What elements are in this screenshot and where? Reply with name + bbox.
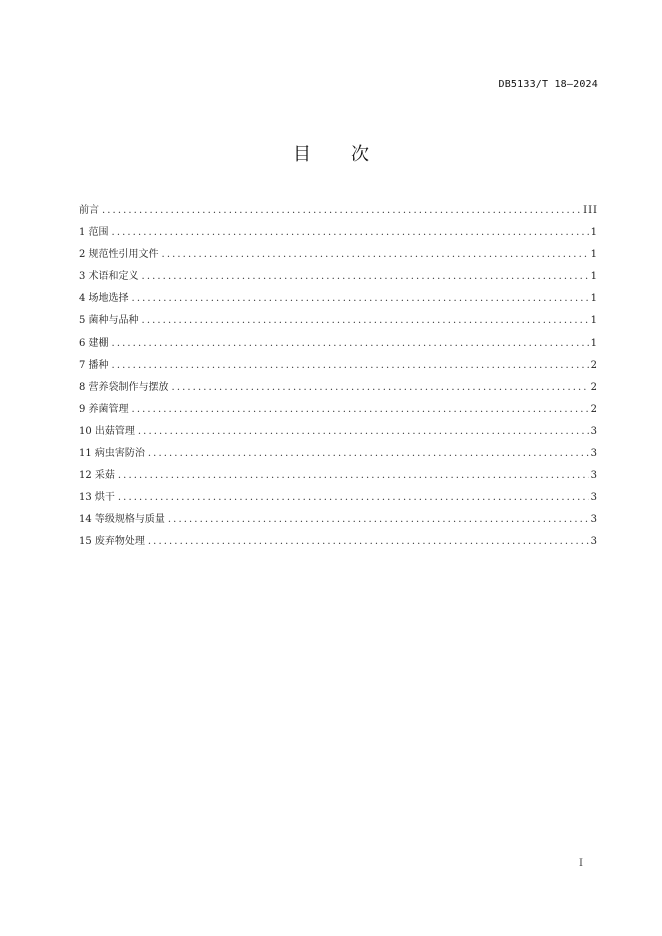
- toc-entry-page: 2: [590, 359, 598, 371]
- toc-entry-9[interactable]: [79, 399, 598, 421]
- toc-dot-leader: [118, 465, 589, 487]
- table-of-contents: [79, 200, 598, 554]
- toc-entry-6[interactable]: [79, 333, 598, 355]
- title-char-2: 次: [351, 144, 369, 165]
- toc-entry-11[interactable]: [79, 443, 598, 465]
- toc-entry-page: 2: [590, 403, 598, 415]
- toc-dot-leader: [118, 487, 589, 509]
- toc-entry-page: 3: [590, 448, 598, 460]
- toc-entry-2[interactable]: [79, 244, 598, 266]
- toc-entry-14[interactable]: [79, 509, 598, 531]
- toc-entry-label: 13 烘干: [79, 492, 115, 504]
- toc-entry-13[interactable]: [79, 487, 598, 509]
- toc-entry-12[interactable]: [79, 465, 598, 487]
- toc-entry-5[interactable]: [79, 310, 598, 332]
- toc-dot-leader: [112, 355, 589, 377]
- toc-dot-leader: [112, 333, 589, 355]
- toc-entry-page: 3: [590, 514, 598, 526]
- toc-dot-leader: [162, 244, 589, 266]
- toc-entry-page: 1: [590, 293, 598, 305]
- toc-entry-label: 3 术语和定义: [79, 271, 139, 283]
- toc-dot-leader: [148, 531, 589, 553]
- toc-dot-leader: [142, 310, 589, 332]
- toc-entry-10[interactable]: [79, 421, 598, 443]
- toc-entry-label: 15 废弃物处理: [79, 536, 145, 548]
- toc-entry-label: 9 养菌管理: [79, 403, 129, 415]
- toc-entry-label: 7 播种: [79, 359, 109, 371]
- toc-entry-page: 1: [590, 227, 598, 239]
- toc-entry-8[interactable]: [79, 377, 598, 399]
- page-title: [0, 140, 662, 166]
- toc-entry-3[interactable]: [79, 266, 598, 288]
- toc-entry-page: 3: [590, 492, 598, 504]
- toc-dot-leader: [132, 399, 589, 421]
- toc-dot-leader: [102, 200, 581, 222]
- toc-entry-page: 1: [590, 337, 598, 349]
- toc-entry-page: 1: [590, 271, 598, 283]
- toc-entry-label: 8 营养袋制作与摆放: [79, 381, 169, 393]
- toc-entry-foreword[interactable]: [79, 200, 598, 222]
- toc-entry-label: 14 等级规格与质量: [79, 514, 165, 526]
- toc-entry-label: 前言: [79, 205, 99, 216]
- toc-entry-label: 6 建棚: [79, 337, 109, 349]
- toc-dot-leader: [112, 222, 589, 244]
- toc-entry-7[interactable]: [79, 355, 598, 377]
- toc-dot-leader: [168, 509, 589, 531]
- toc-entry-label: 2 规范性引用文件: [79, 249, 159, 261]
- toc-entry-page: 3: [590, 536, 598, 548]
- title-char-1: 目: [293, 144, 311, 165]
- toc-entry-page: 3: [590, 470, 598, 482]
- toc-dot-leader: [148, 443, 589, 465]
- toc-entry-page: 3: [590, 425, 598, 437]
- page-number: I: [579, 858, 583, 869]
- toc-entry-label: 10 出菇管理: [79, 425, 135, 437]
- toc-entry-15[interactable]: [79, 531, 598, 553]
- toc-dot-leader: [138, 421, 589, 443]
- toc-entry-page: 2: [590, 381, 598, 393]
- toc-entry-label: 12 采菇: [79, 470, 115, 482]
- toc-entry-page: III: [583, 205, 598, 216]
- toc-entry-label: 11 病虫害防治: [79, 448, 145, 460]
- toc-entry-page: 1: [590, 315, 598, 327]
- document-code: DB5133/T 18—2024: [498, 79, 598, 90]
- toc-entry-4[interactable]: [79, 288, 598, 310]
- toc-entry-label: 1 范围: [79, 227, 109, 239]
- toc-entry-1[interactable]: [79, 222, 598, 244]
- toc-entry-label: 4 场地选择: [79, 293, 129, 305]
- toc-entry-page: 1: [590, 249, 598, 261]
- toc-dot-leader: [132, 288, 589, 310]
- toc-dot-leader: [172, 377, 589, 399]
- toc-entry-label: 5 菌种与品种: [79, 315, 139, 327]
- toc-dot-leader: [142, 266, 589, 288]
